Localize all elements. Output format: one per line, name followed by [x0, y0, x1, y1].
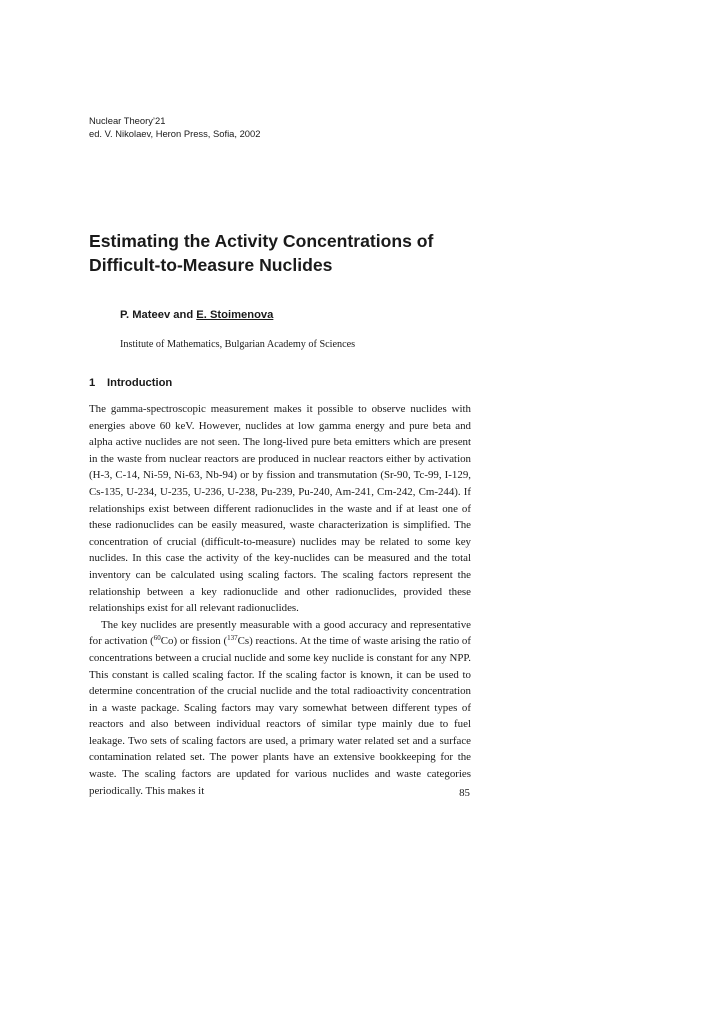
title-line-1: Estimating the Activity Concentrations of [89, 231, 434, 251]
header-publisher: ed. V. Nikolaev, Heron Press, Sofia, 2002 [89, 128, 261, 139]
section-number: 1 [89, 377, 96, 389]
paragraph-2-part-3: Cs) reactions. At the time of waste arising the ratio of concentrations between a crucial nuclide and some key nuclide is constant for any NPP. This constant is called scaling factor. If the scaling factor is known, it can be used to determine concentration of the crucial nuclide and the total radioactivity concentration in a waste package. Scaling factors may vary somewhat between different types of reactors and also between individual reactors of similar type mainly due to fuel leakage. Two sets of scaling factors are used, a primary water related set and a surface contamination related set. The power plants have an extensive bookkeeping for the waste. The scaling factors are updated for various nuclides and waste categories periodically. This makes it [89, 635, 472, 797]
author-second: E. Stoimenova [196, 309, 274, 321]
author-list [120, 308, 273, 322]
header-proceedings: Nuclear Theory’21 [89, 115, 166, 126]
paragraph-2 [89, 617, 471, 800]
title-line-2: Difficult-to-Measure Nuclides [89, 255, 333, 275]
body-text [89, 401, 471, 799]
section-heading [89, 376, 172, 390]
paragraph-1: The gamma-spectroscopic measurement makes it possible to observe nuclides with energies above 60 keV. However, nuclides at low gamma energy and pure beta and alpha active nuclides are not seen. The long-lived pure beta emitters which are present in the waste from nuclear reactors are produced in nuclear reactors either by activation (H-3, C-14, Ni-59, Ni-63, Nb-94) or by fission and transmutation (Sr-90, Tc-99, I-129, Cs-135, U-234, U-235, U-236, U-238, Pu-239, Pu-240, Am-241, Cm-242, Cm-244). If relationships exist between different radionuclides in the waste and if at least one of these radionuclides can be easily measured, waste characterization is simplified. The concentration of crucial (difficult-to-measure) nuclides may be related to some key nuclides. In this case the activity of the key-nuclides can be measured and the total inventory can be calculated using scaling factors. The scaling factors represent the relationship between a key radionuclide and other radionuclides, provided these relationships exist for all relevant radionuclides. [89, 403, 471, 615]
paragraph-2-part-1: The key nuclides are presently measurable with a good accuracy and representative for activation ( [89, 618, 471, 648]
superscript-60: 60 [153, 634, 161, 643]
paper-title [89, 229, 489, 277]
page-number: 85 [459, 787, 470, 799]
superscript-137: 137 [227, 634, 238, 643]
paragraph-2-part-2: Co) or fission ( [160, 635, 228, 648]
author-first: P. Mateev and [120, 309, 197, 321]
affiliation: Institute of Mathematics, Bulgarian Academy of Sciences [120, 339, 356, 350]
section-title: Introduction [107, 377, 173, 389]
running-header [89, 114, 260, 140]
